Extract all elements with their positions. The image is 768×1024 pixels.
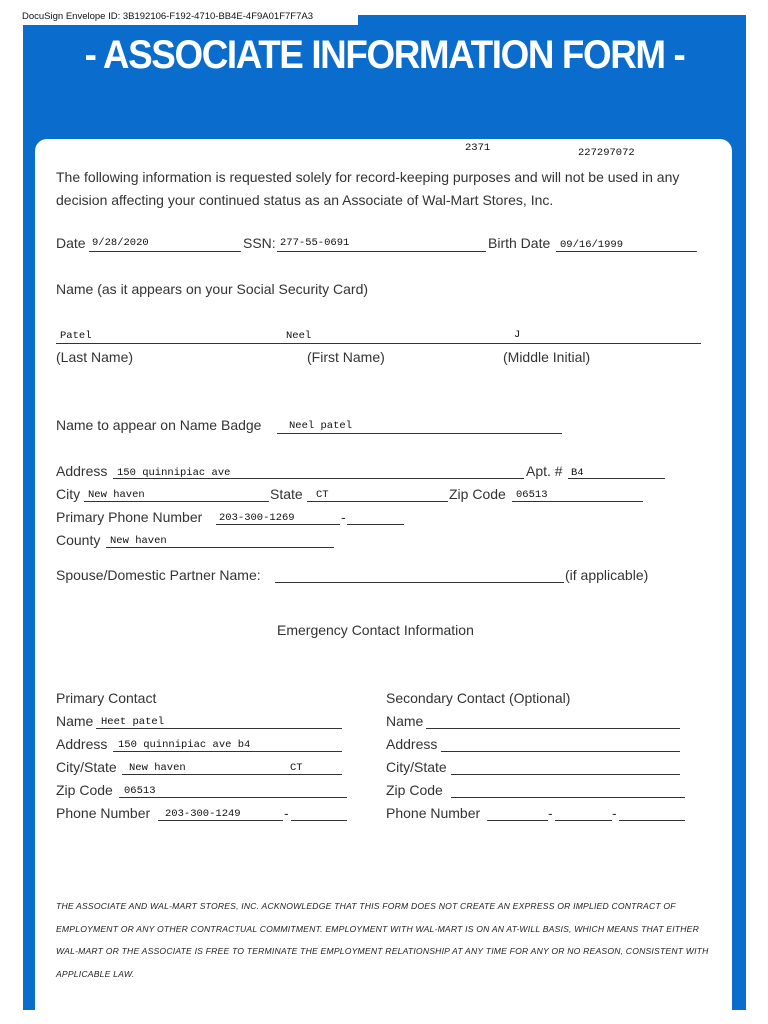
pc-state-field[interactable]: CT [290,762,303,774]
city-line [84,501,269,502]
pc-zip-field[interactable]: 06513 [124,785,156,797]
sc-address-line[interactable] [441,751,680,752]
city-label: City [56,486,81,502]
sc-zip-label: Zip Code [386,782,443,798]
sc-name-label: Name [386,713,424,729]
sc-city-state-label: City/State [386,759,447,775]
sc-phone-prefix-line[interactable] [555,820,612,821]
sc-phone-dash-1: - [548,805,553,821]
birth-date-label: Birth Date [488,235,551,251]
zip-field[interactable]: 06513 [516,489,548,501]
state-line [307,501,448,502]
county-line [106,547,334,548]
birth-date-line [556,251,697,252]
last-name-field[interactable]: Patel [60,330,92,342]
sc-name-line[interactable] [426,728,680,729]
sc-zip-line[interactable] [451,797,685,798]
pc-zip-line [119,797,347,798]
badge-line [277,433,562,434]
ssn-label: SSN: [243,235,276,251]
middle-initial-label: (Middle Initial) [503,349,591,365]
intro-text: The following information is requested solely for record-keeping purposes and will not be used in any decision affecting your continued status as an Associate of Wal-Mart Stores, Inc. [56,169,680,208]
zip-label: Zip Code [449,486,506,502]
zip-line [512,501,643,502]
county-label: County [56,532,101,548]
primary-phone-label: Primary Phone Number [56,509,203,525]
pc-address-field[interactable]: 150 quinnipiac ave b4 [118,739,251,751]
primary-phone-dash: - [341,509,346,525]
middle-initial-field[interactable]: J [514,329,521,341]
sc-address-label: Address [386,736,438,752]
spouse-line[interactable] [275,582,564,583]
badge-field[interactable]: Neel patel [289,420,353,432]
badge-label: Name to appear on Name Badge [56,417,262,433]
date-field[interactable]: 9/28/2020 [92,237,149,249]
state-field[interactable]: CT [316,489,329,501]
state-label: State [270,486,303,502]
sc-phone-line-number-line[interactable] [619,820,685,821]
address-label: Address [56,463,108,479]
pc-phone-dash: - [284,805,289,821]
date-line [89,251,241,252]
name-line [56,343,701,344]
pc-phone-label: Phone Number [56,805,151,821]
pc-zip-label: Zip Code [56,782,113,798]
last-name-label: (Last Name) [56,349,134,365]
first-name-field[interactable]: Neel [286,330,312,342]
pc-phone-line [158,820,283,821]
pc-address-label: Address [56,736,108,752]
ssn-field[interactable]: 277-55-0691 [280,237,350,249]
pc-city-field[interactable]: New haven [129,762,186,774]
store-number: 2371 [465,142,491,154]
sc-phone-area-line[interactable] [487,820,548,821]
primary-contact-heading: Primary Contact [56,690,157,706]
ssn-line [277,251,486,252]
spouse-label: Spouse/Domestic Partner Name: [56,567,261,583]
primary-phone-field[interactable]: 203-300-1269 [219,512,295,524]
apt-field[interactable]: B4 [571,467,584,479]
sc-phone-label: Phone Number [386,805,481,821]
emergency-heading: Emergency Contact Information [277,622,474,638]
pc-name-label: Name [56,713,94,729]
pc-city-state-label: City/State [56,759,117,775]
pc-name-field[interactable]: Heet patel [101,716,165,728]
legal-disclaimer: THE ASSOCIATE AND WAL-MART STORES, INC. ACKNOWLEDGE THAT THIS FORM DOES NOT CREATE AN EXPRESS OR IMPLIED CONTRACT OF EMPLOYMENT OR ANY OTHER CONTRACTUAL COMMITMENT. EMPLOYMENT WITH WAL-MART IS ON AN AT-WILL BASIS, WHICH MEANS THAT EITHER WAL-MART OR THE ASSOCIATE IS FREE TO TERMINATE THE EMPLOYMENT RELATIONSHIP AT ANY TIME FOR ANY OR NO REASON, CONSISTENT WITH APPLICABLE LAW. [56,901,709,979]
first-name-label: (First Name) [307,349,385,365]
pc-city-state-line [122,774,342,775]
date-label: Date [56,235,86,251]
county-field[interactable]: New haven [110,535,167,547]
associate-id: 227297072 [578,147,635,159]
if-applicable-label: (if applicable) [565,567,649,583]
address-field[interactable]: 150 quinnipiac ave [117,467,231,479]
secondary-contact-heading: Secondary Contact (Optional) [386,690,571,706]
apt-label: Apt. # [526,463,563,479]
primary-phone-line [216,524,340,525]
pc-address-line [113,751,342,752]
pc-phone-ext-line[interactable] [291,820,347,821]
primary-phone-ext-line[interactable] [347,524,404,525]
form-title: - ASSOCIATE INFORMATION FORM - [84,33,685,77]
envelope-id: DocuSign Envelope ID: 3B192106-F192-4710-BB4E-4F9A01F7F7A3 [22,11,313,22]
sc-phone-dash-2: - [612,805,617,821]
name-heading: Name (as it appears on your Social Security Card) [56,281,369,297]
city-field[interactable]: New haven [88,489,145,501]
sc-city-state-line[interactable] [451,774,680,775]
pc-phone-field[interactable]: 203-300-1249 [165,808,241,820]
pc-name-line [96,728,342,729]
birth-date-field[interactable]: 09/16/1999 [560,239,624,251]
